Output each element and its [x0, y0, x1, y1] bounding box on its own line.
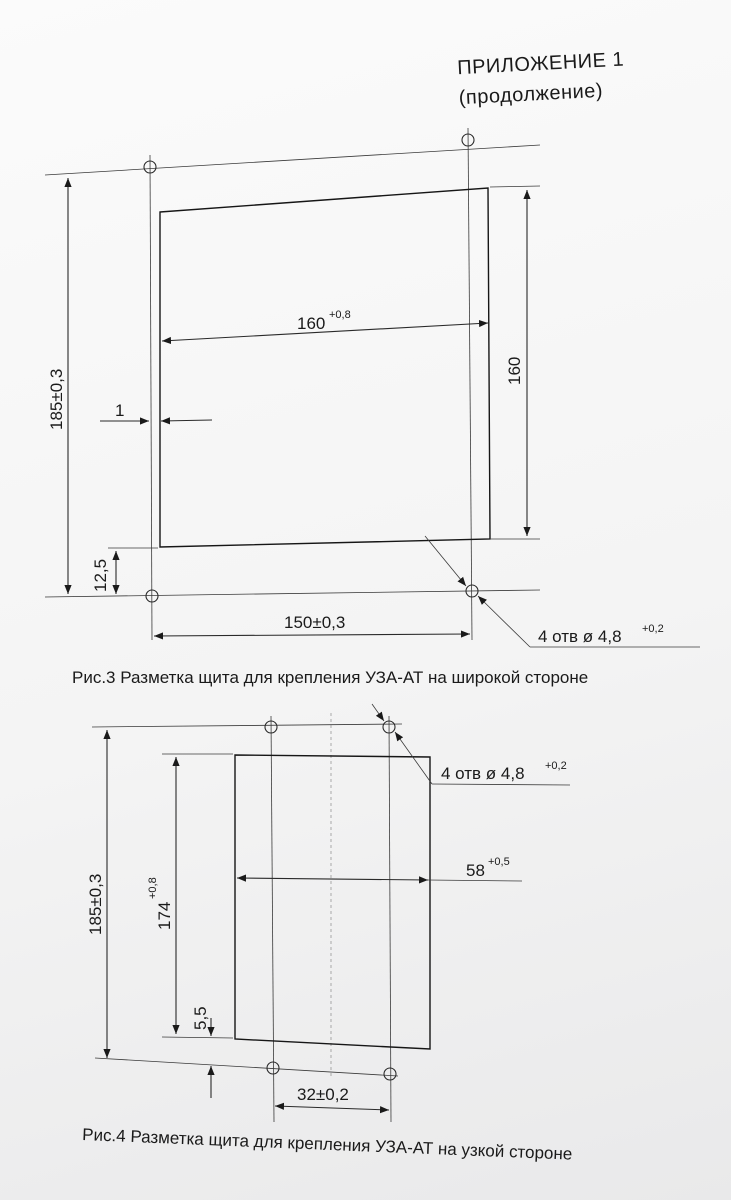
holes-note: 4 отв ø 4,8 [441, 764, 525, 783]
left-hole-axis [150, 155, 152, 640]
dim-bottom-offset: 12,5 [91, 558, 110, 592]
figure-3-caption: Рис.3 Разметка щита для крепления УЗА-АТ на широкой стороне [72, 668, 589, 687]
dim-hole-spacing: 32±0,2 [297, 1085, 349, 1104]
leader-line-lower [395, 732, 432, 784]
dim-cutout-width-tol: +0,5 [488, 856, 510, 868]
dim-hole-spacing: 150±0,3 [284, 613, 346, 632]
dim-total-height: 185±0,3 [86, 873, 105, 935]
page-header [457, 49, 626, 110]
dim-offset: 1 [115, 401, 125, 420]
bottom-reference-line [95, 1058, 398, 1076]
dim-total-height: 185±0,3 [47, 368, 66, 430]
leader-shelf [432, 784, 570, 785]
figure-3 [45, 128, 700, 687]
top-reference-line [92, 724, 402, 727]
right-hole-axis [468, 128, 472, 640]
leader-line-lower [478, 596, 530, 647]
right-hole-axis [389, 716, 391, 1122]
dim-cutout-height-tol: +0,8 [147, 877, 159, 899]
appendix-subtitle: (продолжение) [458, 79, 604, 110]
appendix-title: ПРИЛОЖЕНИЕ 1 [456, 48, 625, 80]
holes-note-tol: +0,2 [545, 760, 567, 772]
dim-line-offset-right [161, 420, 212, 421]
dim-cutout-width-tol: +0,8 [329, 309, 351, 321]
leader-line-upper [372, 704, 384, 721]
holes-note: 4 отв ø 4,8 [538, 627, 622, 646]
ext-line-cutout-bottom [162, 1037, 233, 1038]
holes-note-tol: +0,2 [642, 623, 664, 635]
dim-line-cutout-width [237, 878, 428, 880]
left-hole-axis [271, 716, 274, 1122]
top-reference-line [45, 145, 540, 175]
figure-4-caption: Рис.4 Разметка щита для крепления УЗА-АТ на узкой стороне [81, 1125, 573, 1164]
figure-4 [82, 704, 573, 1164]
dim-bottom-offset: 5,5 [191, 1006, 210, 1030]
dim-cutout-width: 58 [466, 861, 485, 880]
leader-line-upper [425, 536, 466, 586]
dim-cutout-height: 174 [155, 901, 174, 930]
dim-line-hole-spacing [275, 1106, 389, 1110]
dim-cutout-height: 160 [505, 356, 524, 385]
hole-bottom-right [384, 1068, 396, 1080]
ext-line-top [490, 186, 540, 187]
dim-line-cutout-width-shelf [428, 880, 522, 881]
cutout-outline [235, 755, 430, 1049]
dim-cutout-width: 160 [297, 314, 326, 333]
cutout-outline [160, 188, 490, 547]
dim-line-hole-spacing [154, 634, 470, 636]
